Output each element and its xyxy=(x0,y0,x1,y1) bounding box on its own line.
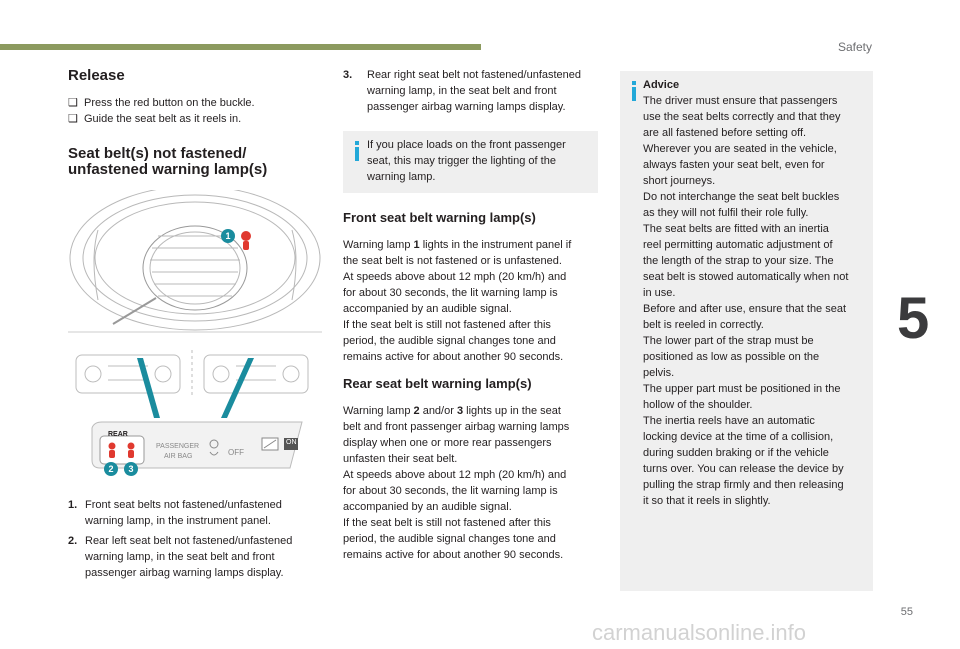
rear-lamp-heading: Rear seat belt warning lamp(s) xyxy=(343,376,532,391)
legend-list xyxy=(68,497,330,581)
info-icon xyxy=(632,87,636,101)
callout-1: 1 xyxy=(221,229,235,243)
rear-label: REAR xyxy=(108,431,128,438)
legend-item-3: 3. Rear right seat belt not fastened/unfastened warning lamp, in the seat belt and front passenger airbag warning lamps display. xyxy=(343,69,582,113)
section-title: Safety xyxy=(837,40,872,54)
legend-item-2: 2. Rear left seat belt not fastened/unfastened warning lamp, in the seat belt and front passenger airbag warning lamps display. xyxy=(68,535,293,579)
dashboard-drawing xyxy=(68,190,322,475)
front-seatbelt-lamp-icon xyxy=(241,231,251,250)
info-icon xyxy=(355,147,359,161)
list-item: ❑ Press the red button on the buckle. xyxy=(68,97,255,109)
passenger-label: PASSENGER xyxy=(156,443,200,450)
bullet-icon: ❑ xyxy=(68,113,78,125)
note-box: If you place loads on the front passenger seat, this may trigger the lighting of the warning lamp. xyxy=(343,131,598,193)
on-label: ON xyxy=(286,439,297,446)
legend-item-1: 1. Front seat belts not fastened/unfastened warning lamp, in the instrument panel. xyxy=(68,499,282,527)
top-accent-bar xyxy=(0,44,481,50)
rear-lamp-text: Warning lamp 2 and/or 3 lights up in the seat belt and front passenger airbag warning lamps display when one or more rear passengers unfasten their seat belt. At speeds above about 12 mph (20 km/h) and for about 30 seconds, the lit warning lamp is accompanied by an audible signal. If the seat belt is still not fastened after this period, the audible signal changes tone and remains active for about another 90 seconds. xyxy=(343,405,570,561)
front-lamp-text: Warning lamp 1 lights in the instrument panel if the seat belt is not fastened or is unfastened. At speeds above about 12 mph (20 km/h) and for about 30 seconds, the lit warning lamp is accompanied by an audible signal. If the seat belt is still not fastened after this period, the audible signal changes tone and remains active for about another 90 seconds. xyxy=(343,239,572,363)
watermark[interactable]: carmanualsonline.info xyxy=(592,620,807,645)
page-number: 55 xyxy=(900,606,913,618)
advice-box xyxy=(620,71,873,591)
off-label: OFF xyxy=(228,448,244,457)
chapter-number: 5 xyxy=(897,286,930,351)
bullet-icon: ❑ xyxy=(68,97,78,109)
callout-3: 3 xyxy=(124,462,138,476)
unfastened-heading: Seat belt(s) not fastened/ unfastened warning lamp(s) xyxy=(68,145,268,178)
warning-lamps-illustration xyxy=(68,190,322,475)
callout-2: 2 xyxy=(104,462,118,476)
release-heading: Release xyxy=(68,67,125,84)
release-list xyxy=(68,95,328,127)
advice-text: Advice The driver must ensure that passengers use the seat belts correctly and that they are all fastened before setting off. Wherever you are seated in the vehicle, always fasten your seat belt, even for short journeys. Do not interchange the seat belt buckles as they will not fulfil their role fully. The seat belts are fitted with an inertia reel permitting automatic adjustment of the length of the strap to your size. The seat belt is stowed automatically when not in use. Before and after use, ensure that the seat belt is reeled in correctly. The lower part of the strap must be positioned as low as possible on the pelvis. The upper part must be positioned in the hollow of the shoulder. The inertia reels have an automatic locking device at the time of a collision, during sudden braking or if the vehicle turns over. You can release the device by pulling the strap firmly and then releasing it so that it reels in slightly. xyxy=(643,79,849,507)
list-item: ❑ Guide the seat belt as it reels in. xyxy=(68,113,242,125)
front-lamp-heading: Front seat belt warning lamp(s) xyxy=(343,210,536,225)
airbag-label: AIR BAG xyxy=(164,453,193,460)
